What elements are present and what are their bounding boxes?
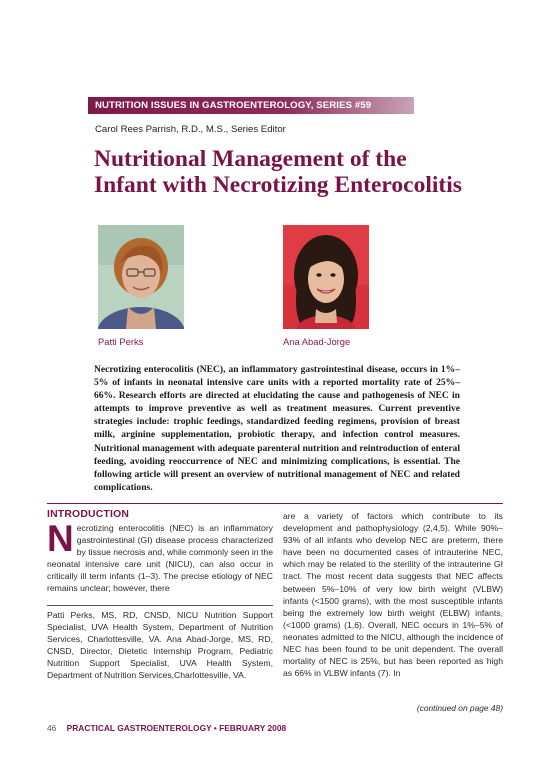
journal-name: PRACTICAL GASTROENTEROLOGY • FEBRUARY 2008 xyxy=(66,723,287,733)
author-note-divider xyxy=(47,605,273,606)
page-footer xyxy=(47,723,286,733)
author-caption-1: Patti Perks xyxy=(98,336,144,347)
intro-column-left xyxy=(47,518,273,595)
section-divider xyxy=(47,503,503,504)
title-line-2: Infant with Necrotizing Enterocolitis xyxy=(94,172,462,198)
author-photo-patti-perks xyxy=(98,225,184,329)
author-affiliation-note: Patti Perks, MS, RD, CNSD, NICU Nutrition Support Specialist, UVA Health System, Department of Nutrition Services, Charlottesville, VA. Ana Abad-Jorge, MS, RD, CNSD, Director, Dietetic Internship Program, Pediatric Nutrition Support Specialist, UVA Health System, Department of Nutrition Services,Charlottesville, VA. xyxy=(47,610,273,681)
drop-cap: N xyxy=(47,518,74,559)
author-portrait-image xyxy=(98,225,184,329)
article-abstract: Necrotizing enterocolitis (NEC), an inflammatory gastrointestinal disease, occurs in 1%–5% of infants in neonatal intensive care units with a reported mortality rate of 25%–66%. Research efforts are directed at elucidating the cause and pathogenesis of NEC in attempts to improve preventive as well as treatment measures. Current preventive strategies include: trophic feedings, standardized feeding regimens, provision of breast milk, arginine supplementation, probiotic therapy, and infection control measures. Nutritional management with adequate parenteral nutrition and reintroduction of enteral feeding, avoiding reoccurrence of NEC and minimizing complications, is essential. The following article will present an overview of nutritional management of NEC and related complications. xyxy=(94,364,460,493)
page-number: 46 xyxy=(47,723,57,733)
article-title xyxy=(94,146,514,198)
series-editor: Carol Rees Parrish, R.D., M.S., Series Editor xyxy=(95,124,286,135)
author-photo-ana-abad-jorge xyxy=(283,225,369,329)
series-banner: NUTRITION ISSUES IN GASTROENTEROLOGY, SERIES #59 xyxy=(88,97,414,114)
intro-column-right: are a variety of factors which contribute to its development and pathophysiology (2,4,5). While 90%–93% of all infants who develop NEC are preterm, there have been no documented cases of intrauterine NEC, which may be related to the sterility of the intrauterine GI tract. The most recent data suggests that NEC affects between 5%–10% of very low birth weight (VLBW) infants (<1500 grams), with the most susceptible infants being the extremely low birth weight (ELBW) infants, (<1000 grams) (1,6). Overall, NEC occurs in 1%–5% of neonates admitted to the NICU, although the incidence of NEC has been found to be unit dependent. The overall mortality of NEC is 25%, but has been reported as high as 66% in VLBW infants (7). In xyxy=(283,511,503,679)
title-line-1: Nutritional Management of the xyxy=(94,146,407,172)
section-heading-introduction: INTRODUCTION xyxy=(47,509,130,520)
continued-note: (continued on page 48) xyxy=(416,703,503,713)
author-portrait-image xyxy=(283,225,369,329)
author-caption-2: Ana Abad-Jorge xyxy=(283,336,351,347)
intro-paragraph: ecrotizing enterocolitis (NEC) is an inflammatory gastrointestinal (GI) disease process characterized by tissue necrosis and, while commonly seen in the neonatal intensive care unit (NICU), can also occur in critically ill term infants (1–3). The precise etiology of NEC remains unclear; however, there xyxy=(47,523,273,594)
